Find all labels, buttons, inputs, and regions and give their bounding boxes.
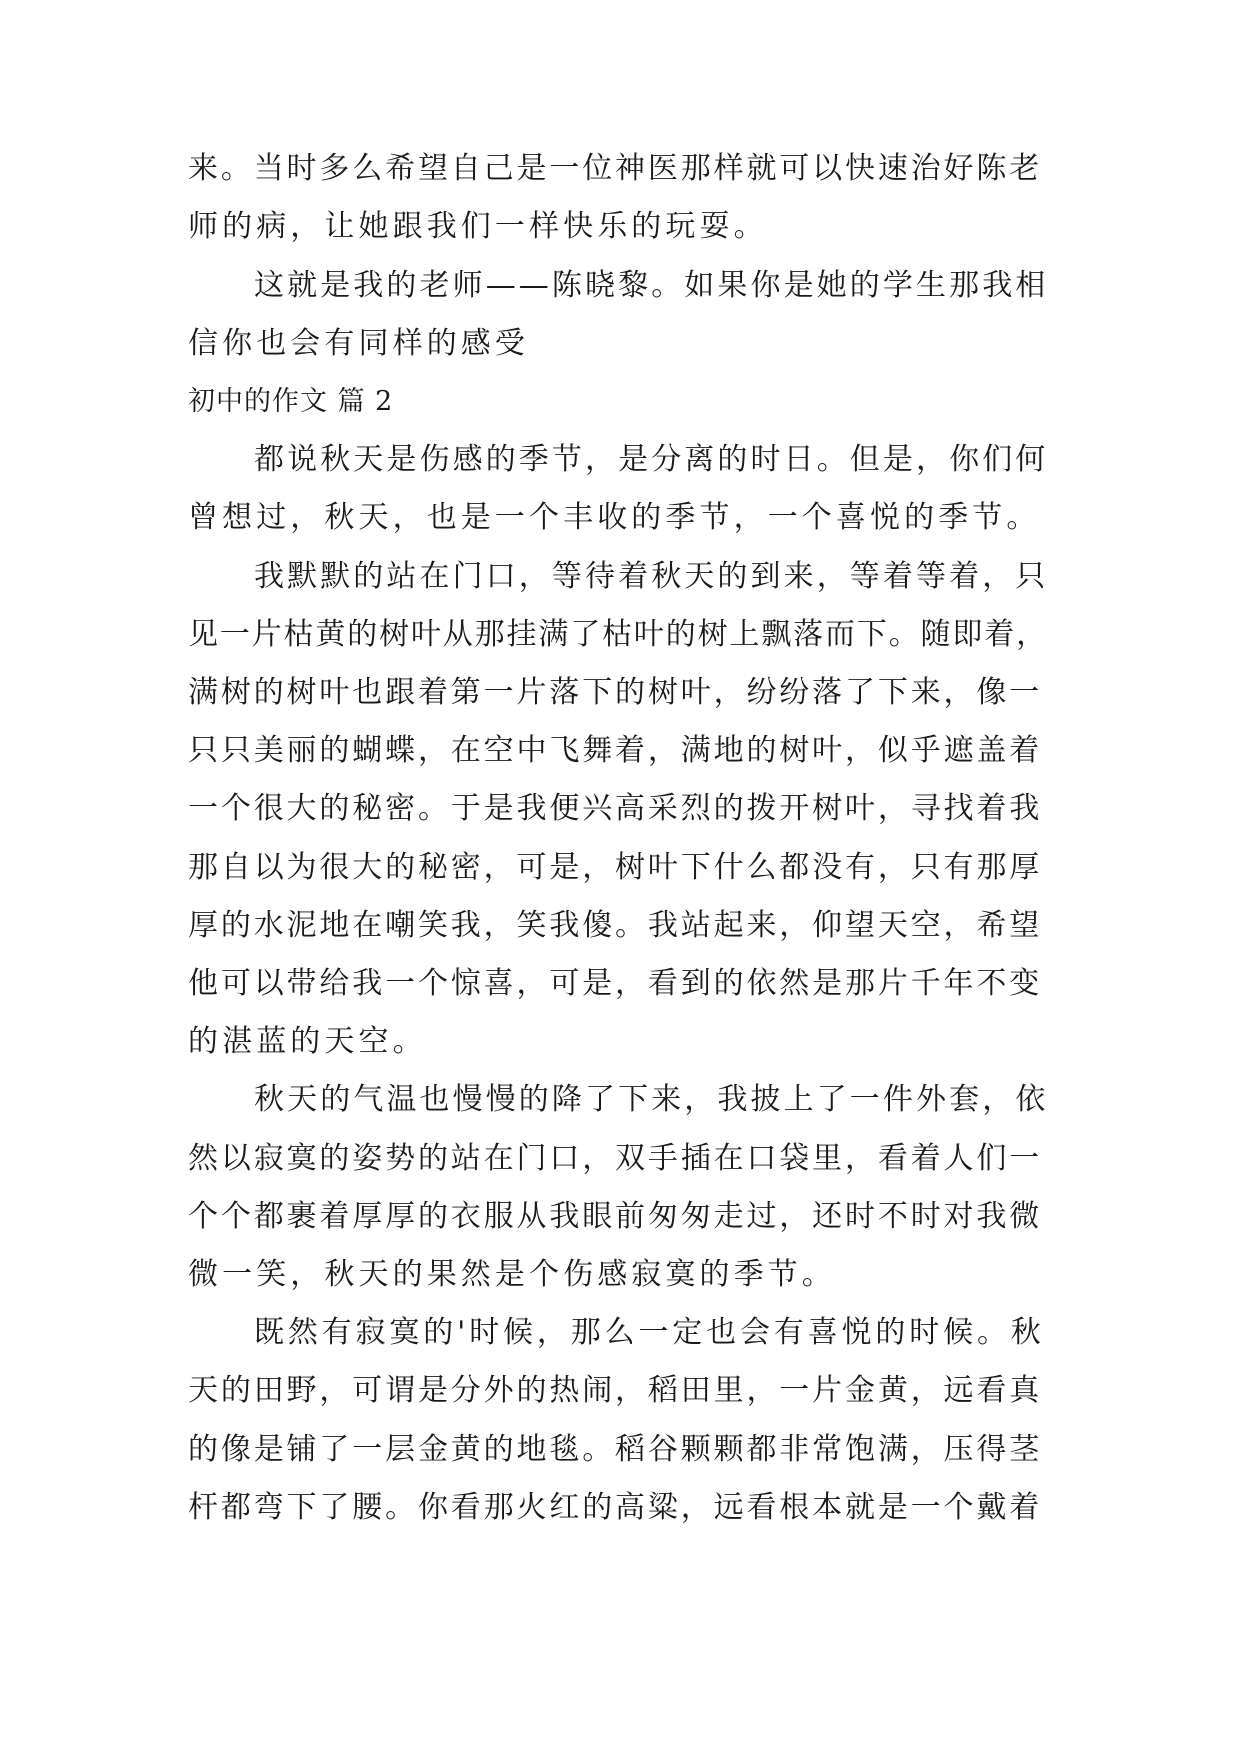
text-line: 见一片枯黄的树叶从那挂满了枯叶的树上飘落而下。随即着， xyxy=(188,617,1048,652)
paragraph-start: 我默默的站在门口，等待着秋天的到来，等着等着，只 xyxy=(254,559,1049,594)
text-line: 个个都裹着厚厚的衣服从我眼前匆匆走过，还时不时对我微 xyxy=(188,1199,1043,1234)
paragraph-start: 都说秋天是伤感的季节，是分离的时日。但是，你们何 xyxy=(254,442,1049,477)
paragraph-start: 这就是我的老师——陈晓黎。如果你是她的学生那我相 xyxy=(254,268,1049,303)
text-line: 的像是铺了一层金黄的地毯。稻谷颗颗都非常饱满，压得茎 xyxy=(188,1432,1043,1467)
text-line: 然以寂寞的姿势的站在门口，双手插在口袋里，看着人们一 xyxy=(188,1141,1043,1176)
text-line: 满树的树叶也跟着第一片落下的树叶，纷纷落了下来，像一 xyxy=(188,675,1043,710)
text-line: 来。当时多么希望自己是一位神医那样就可以快速治好陈老 xyxy=(188,151,1043,186)
text-line: 杆都弯下了腰。你看那火红的高粱，远看根本就是一个戴着 xyxy=(188,1490,1043,1525)
text-line: 一个很大的秘密。于是我便兴高采烈的拨开树叶，寻找着我 xyxy=(188,791,1043,826)
text-line: 只只美丽的蝴蝶，在空中飞舞着，满地的树叶，似乎遮盖着 xyxy=(188,733,1043,768)
paragraph-start: 既然有寂寞的'时候，那么一定也会有喜悦的时候。秋 xyxy=(254,1315,1045,1350)
text-line: 那自以为很大的秘密，可是，树叶下什么都没有，只有那厚 xyxy=(188,850,1043,885)
text-line: 信你也会有同样的感受 xyxy=(188,326,529,361)
text-line: 师的病，让她跟我们一样快乐的玩耍。 xyxy=(188,209,768,244)
text-line: 的湛蓝的天空。 xyxy=(188,1024,427,1059)
text-line: 厚的水泥地在嘲笑我，笑我傻。我站起来，仰望天空，希望 xyxy=(188,908,1043,943)
section-heading: 初中的作文 篇 2 xyxy=(188,386,394,417)
text-line: 微一笑，秋天的果然是个伤感寂寞的季节。 xyxy=(188,1257,836,1292)
text-line: 曾想过，秋天，也是一个丰收的季节，一个喜悦的季节。 xyxy=(188,500,1041,535)
paragraph-start: 秋天的气温也慢慢的降了下来，我披上了一件外套，依 xyxy=(254,1082,1049,1117)
text-line: 天的田野，可谓是分外的热闹，稻田里，一片金黄，远看真 xyxy=(188,1373,1043,1408)
text-line: 他可以带给我一个惊喜，可是，看到的依然是那片千年不变 xyxy=(188,966,1043,1001)
